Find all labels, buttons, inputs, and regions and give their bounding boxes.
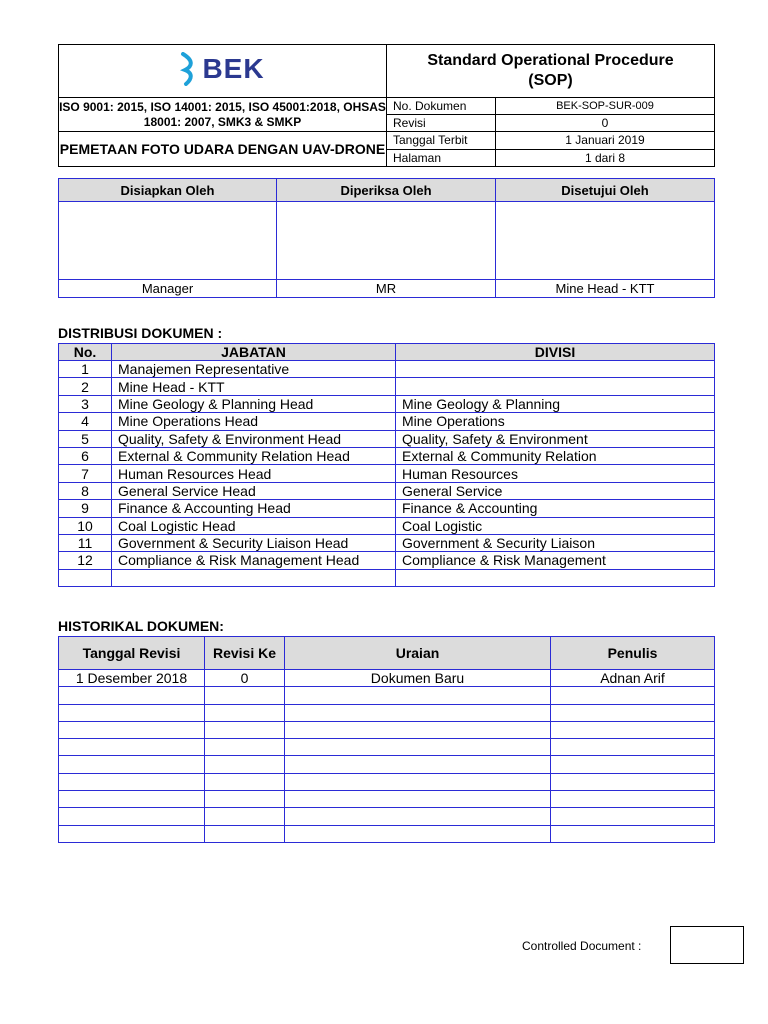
distribution-jabatan: Mine Geology & Planning Head: [112, 395, 396, 412]
distribution-jabatan: General Service Head: [112, 482, 396, 499]
distribution-divisi: Quality, Safety & Environment: [396, 430, 715, 447]
history-row: [59, 670, 715, 687]
logo-cell: [59, 45, 387, 98]
distribution-jabatan: Human Resources Head: [112, 465, 396, 482]
history-title: HISTORIKAL DOKUMEN:: [58, 618, 224, 634]
name-checked: MR: [277, 280, 496, 298]
distribution-table: [58, 343, 715, 587]
approval-table: [58, 178, 715, 298]
header-uraian: Uraian: [285, 637, 551, 670]
distribution-no: 12: [59, 552, 112, 569]
distribution-divisi: Compliance & Risk Management: [396, 552, 715, 569]
distribution-jabatan: Coal Logistic Head: [112, 517, 396, 534]
distribution-divisi: [396, 378, 715, 395]
distribution-jabatan: Manajemen Representative: [112, 361, 396, 378]
header-tanggal-revisi: Tanggal Revisi: [59, 637, 205, 670]
distribution-row: [59, 517, 715, 534]
meta-value-revisi: 0: [496, 115, 715, 132]
meta-value-no-dokumen: BEK-SOP-SUR-009: [496, 98, 715, 115]
distribution-row: [59, 395, 715, 412]
distribution-divisi: [396, 569, 715, 586]
history-penulis: [551, 808, 715, 825]
distribution-no: 6: [59, 447, 112, 464]
distribution-row: [59, 465, 715, 482]
history-uraian: [285, 791, 551, 808]
history-tanggal: [59, 808, 205, 825]
history-uraian: [285, 773, 551, 790]
meta-label-halaman: Halaman: [387, 149, 496, 167]
distribution-divisi: Coal Logistic: [396, 517, 715, 534]
history-tanggal: [59, 687, 205, 704]
history-tanggal: 1 Desember 2018: [59, 670, 205, 687]
history-uraian: [285, 704, 551, 721]
controlled-document-box: [670, 926, 744, 964]
history-uraian: [285, 756, 551, 773]
distribution-jabatan: Mine Operations Head: [112, 413, 396, 430]
history-penulis: [551, 704, 715, 721]
history-uraian: Dokumen Baru: [285, 670, 551, 687]
name-prepared: Manager: [59, 280, 277, 298]
distribution-divisi: Mine Geology & Planning: [396, 395, 715, 412]
bek-logo-mark-icon: [180, 52, 198, 86]
distribution-row: [59, 569, 715, 586]
history-row: [59, 773, 715, 790]
header-jabatan: JABATAN: [112, 344, 396, 361]
history-revisi: 0: [205, 670, 285, 687]
meta-label-revisi: Revisi: [387, 115, 496, 132]
history-tanggal: [59, 721, 205, 738]
distribution-row: [59, 552, 715, 569]
distribution-row: [59, 534, 715, 551]
distribution-no: 2: [59, 378, 112, 395]
distribution-row: [59, 500, 715, 517]
distribution-divisi: Mine Operations: [396, 413, 715, 430]
name-approved: Mine Head - KTT: [496, 280, 715, 298]
distribution-jabatan: [112, 569, 396, 586]
company-logo: [180, 52, 264, 86]
history-revisi: [205, 825, 285, 842]
distribution-no: 11: [59, 534, 112, 551]
history-penulis: [551, 721, 715, 738]
history-tanggal: [59, 791, 205, 808]
history-penulis: Adnan Arif: [551, 670, 715, 687]
meta-label-tanggal-terbit: Tanggal Terbit: [387, 132, 496, 150]
distribution-divisi: External & Community Relation: [396, 447, 715, 464]
history-row: [59, 791, 715, 808]
history-penulis: [551, 825, 715, 842]
meta-label-no-dokumen: No. Dokumen: [387, 98, 496, 115]
meta-value-tanggal-terbit: 1 Januari 2019: [496, 132, 715, 150]
header-revisi-ke: Revisi Ke: [205, 637, 285, 670]
header-diperiksa-oleh: Diperiksa Oleh: [277, 179, 496, 202]
distribution-no: 4: [59, 413, 112, 430]
history-revisi: [205, 791, 285, 808]
history-uraian: [285, 808, 551, 825]
history-tanggal: [59, 773, 205, 790]
history-uraian: [285, 687, 551, 704]
distribution-no: 3: [59, 395, 112, 412]
history-penulis: [551, 773, 715, 790]
distribution-jabatan: Quality, Safety & Environment Head: [112, 430, 396, 447]
history-uraian: [285, 739, 551, 756]
history-tanggal: [59, 704, 205, 721]
distribution-divisi: Human Resources: [396, 465, 715, 482]
controlled-document-label: Controlled Document :: [522, 939, 642, 953]
history-penulis: [551, 687, 715, 704]
distribution-row: [59, 378, 715, 395]
history-penulis: [551, 791, 715, 808]
distribution-divisi: Finance & Accounting: [396, 500, 715, 517]
history-revisi: [205, 756, 285, 773]
history-revisi: [205, 721, 285, 738]
distribution-row: [59, 447, 715, 464]
history-row: [59, 825, 715, 842]
history-tanggal: [59, 825, 205, 842]
history-row: [59, 808, 715, 825]
distribution-divisi: Government & Security Liaison: [396, 534, 715, 551]
history-uraian: [285, 825, 551, 842]
history-revisi: [205, 704, 285, 721]
history-row: [59, 756, 715, 773]
distribution-divisi: General Service: [396, 482, 715, 499]
header-divisi: DIVISI: [396, 344, 715, 361]
meta-value-halaman: 1 dari 8: [496, 149, 715, 167]
distribution-no: 10: [59, 517, 112, 534]
sop-title: [387, 45, 715, 98]
header-disetujui-oleh: Disetujui Oleh: [496, 179, 715, 202]
history-table: [58, 636, 715, 843]
history-revisi: [205, 773, 285, 790]
distribution-row: [59, 413, 715, 430]
history-penulis: [551, 739, 715, 756]
iso-standards: ISO 9001: 2015, ISO 14001: 2015, ISO 45001:2018, OHSAS 18001: 2007, SMK3 & SMKP: [59, 98, 387, 132]
distribution-row: [59, 361, 715, 378]
history-revisi: [205, 739, 285, 756]
distribution-divisi: [396, 361, 715, 378]
distribution-jabatan: Government & Security Liaison Head: [112, 534, 396, 551]
distribution-row: [59, 482, 715, 499]
history-revisi: [205, 687, 285, 704]
distribution-title: DISTRIBUSI DOKUMEN :: [58, 325, 223, 341]
distribution-jabatan: Mine Head - KTT: [112, 378, 396, 395]
header-no: No.: [59, 344, 112, 361]
signature-area-checked: [277, 202, 496, 280]
distribution-jabatan: External & Community Relation Head: [112, 447, 396, 464]
history-tanggal: [59, 756, 205, 773]
history-row: [59, 704, 715, 721]
distribution-no: 9: [59, 500, 112, 517]
distribution-no: [59, 569, 112, 586]
document-title: PEMETAAN FOTO UDARA DENGAN UAV-DRONE: [59, 132, 387, 167]
distribution-no: 5: [59, 430, 112, 447]
sop-title-line1: Standard Operational Procedure: [427, 52, 674, 69]
history-row: [59, 721, 715, 738]
distribution-jabatan: Finance & Accounting Head: [112, 500, 396, 517]
history-penulis: [551, 756, 715, 773]
signature-area-prepared: [59, 202, 277, 280]
header-penulis: Penulis: [551, 637, 715, 670]
document-header: [58, 44, 715, 167]
distribution-row: [59, 430, 715, 447]
history-tanggal: [59, 739, 205, 756]
signature-area-approved: [496, 202, 715, 280]
distribution-no: 8: [59, 482, 112, 499]
history-row: [59, 739, 715, 756]
distribution-no: 7: [59, 465, 112, 482]
logo-text: BEK: [202, 52, 265, 84]
history-uraian: [285, 721, 551, 738]
header-disiapkan-oleh: Disiapkan Oleh: [59, 179, 277, 202]
distribution-jabatan: Compliance & Risk Management Head: [112, 552, 396, 569]
distribution-no: 1: [59, 361, 112, 378]
history-revisi: [205, 808, 285, 825]
sop-title-line2: (SOP): [528, 72, 573, 89]
history-row: [59, 687, 715, 704]
